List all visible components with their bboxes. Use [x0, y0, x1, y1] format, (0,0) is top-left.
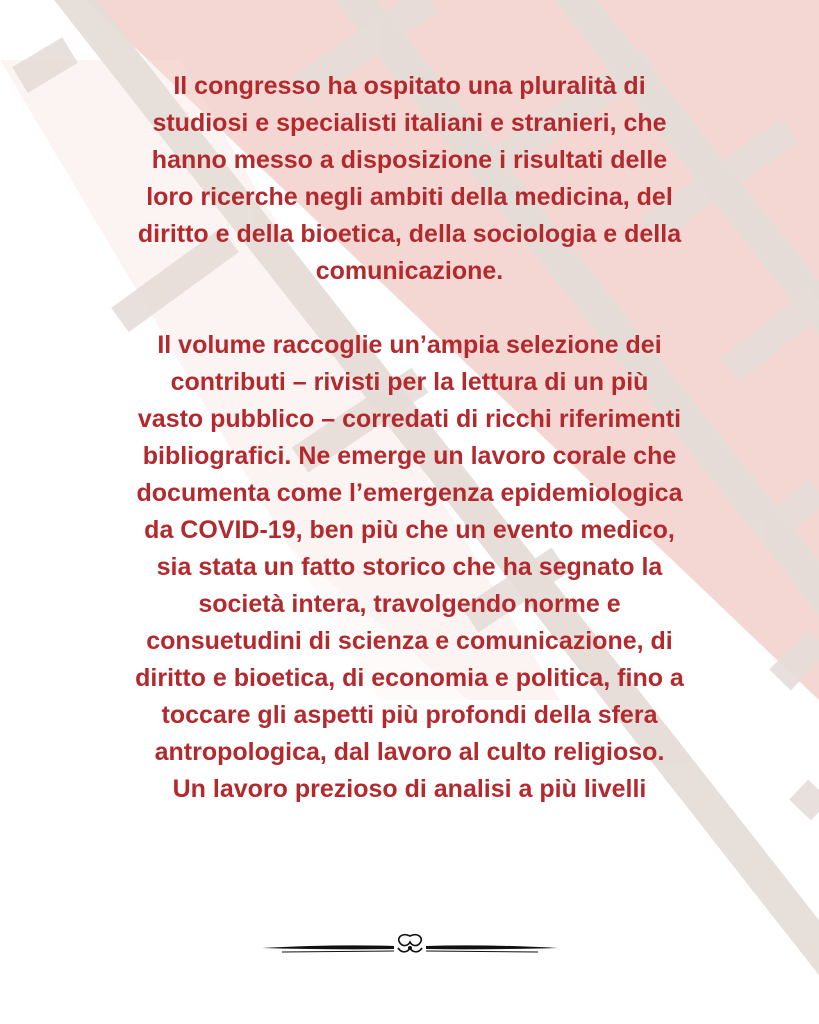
text-line: hanno messo a disposizione i risultati delle	[151, 146, 668, 174]
text-line: diritto e bioetica, di economia e politica, fino a	[135, 664, 684, 692]
body-text	[60, 68, 759, 808]
text-line: da COVID-19, ben più che un evento medico,	[144, 516, 675, 544]
text-line: diritto e della bioetica, della sociologia e della	[137, 220, 682, 248]
paragraph-volume	[60, 327, 759, 808]
paragraph-congresso	[60, 68, 759, 290]
text-line: studiosi e specialisti italiani e stranieri, che	[152, 109, 667, 137]
text-line: antropologica, dal lavoro al culto religioso.	[154, 738, 665, 766]
text-line: vasto pubblico – corredati di ricchi riferimenti	[137, 405, 682, 433]
text-line: toccare gli aspetti più profondi della sfera	[161, 701, 658, 729]
text-line: documenta come l’emergenza epidemiologica	[136, 479, 683, 507]
text-line: Il congresso ha ospitato una pluralità di	[173, 72, 646, 100]
text-line: Un lavoro prezioso di analisi a più livelli	[172, 775, 647, 803]
decorative-divider-icon	[262, 930, 558, 960]
text-line: sia stata un fatto storico che ha segnato la	[156, 553, 663, 581]
text-line: società intera, travolgendo norme e	[198, 590, 621, 618]
text-line: contributi – rivisti per la lettura di un più	[170, 368, 649, 396]
text-line: Il volume raccoglie un’ampia selezione dei	[157, 331, 662, 359]
text-line: loro ricerche negli ambiti della medicina, del	[146, 183, 673, 211]
text-line: comunicazione.	[315, 257, 504, 285]
text-line: bibliografici. Ne emerge un lavoro corale che	[142, 442, 677, 470]
text-line: consuetudini di scienza e comunicazione, di	[146, 627, 673, 655]
